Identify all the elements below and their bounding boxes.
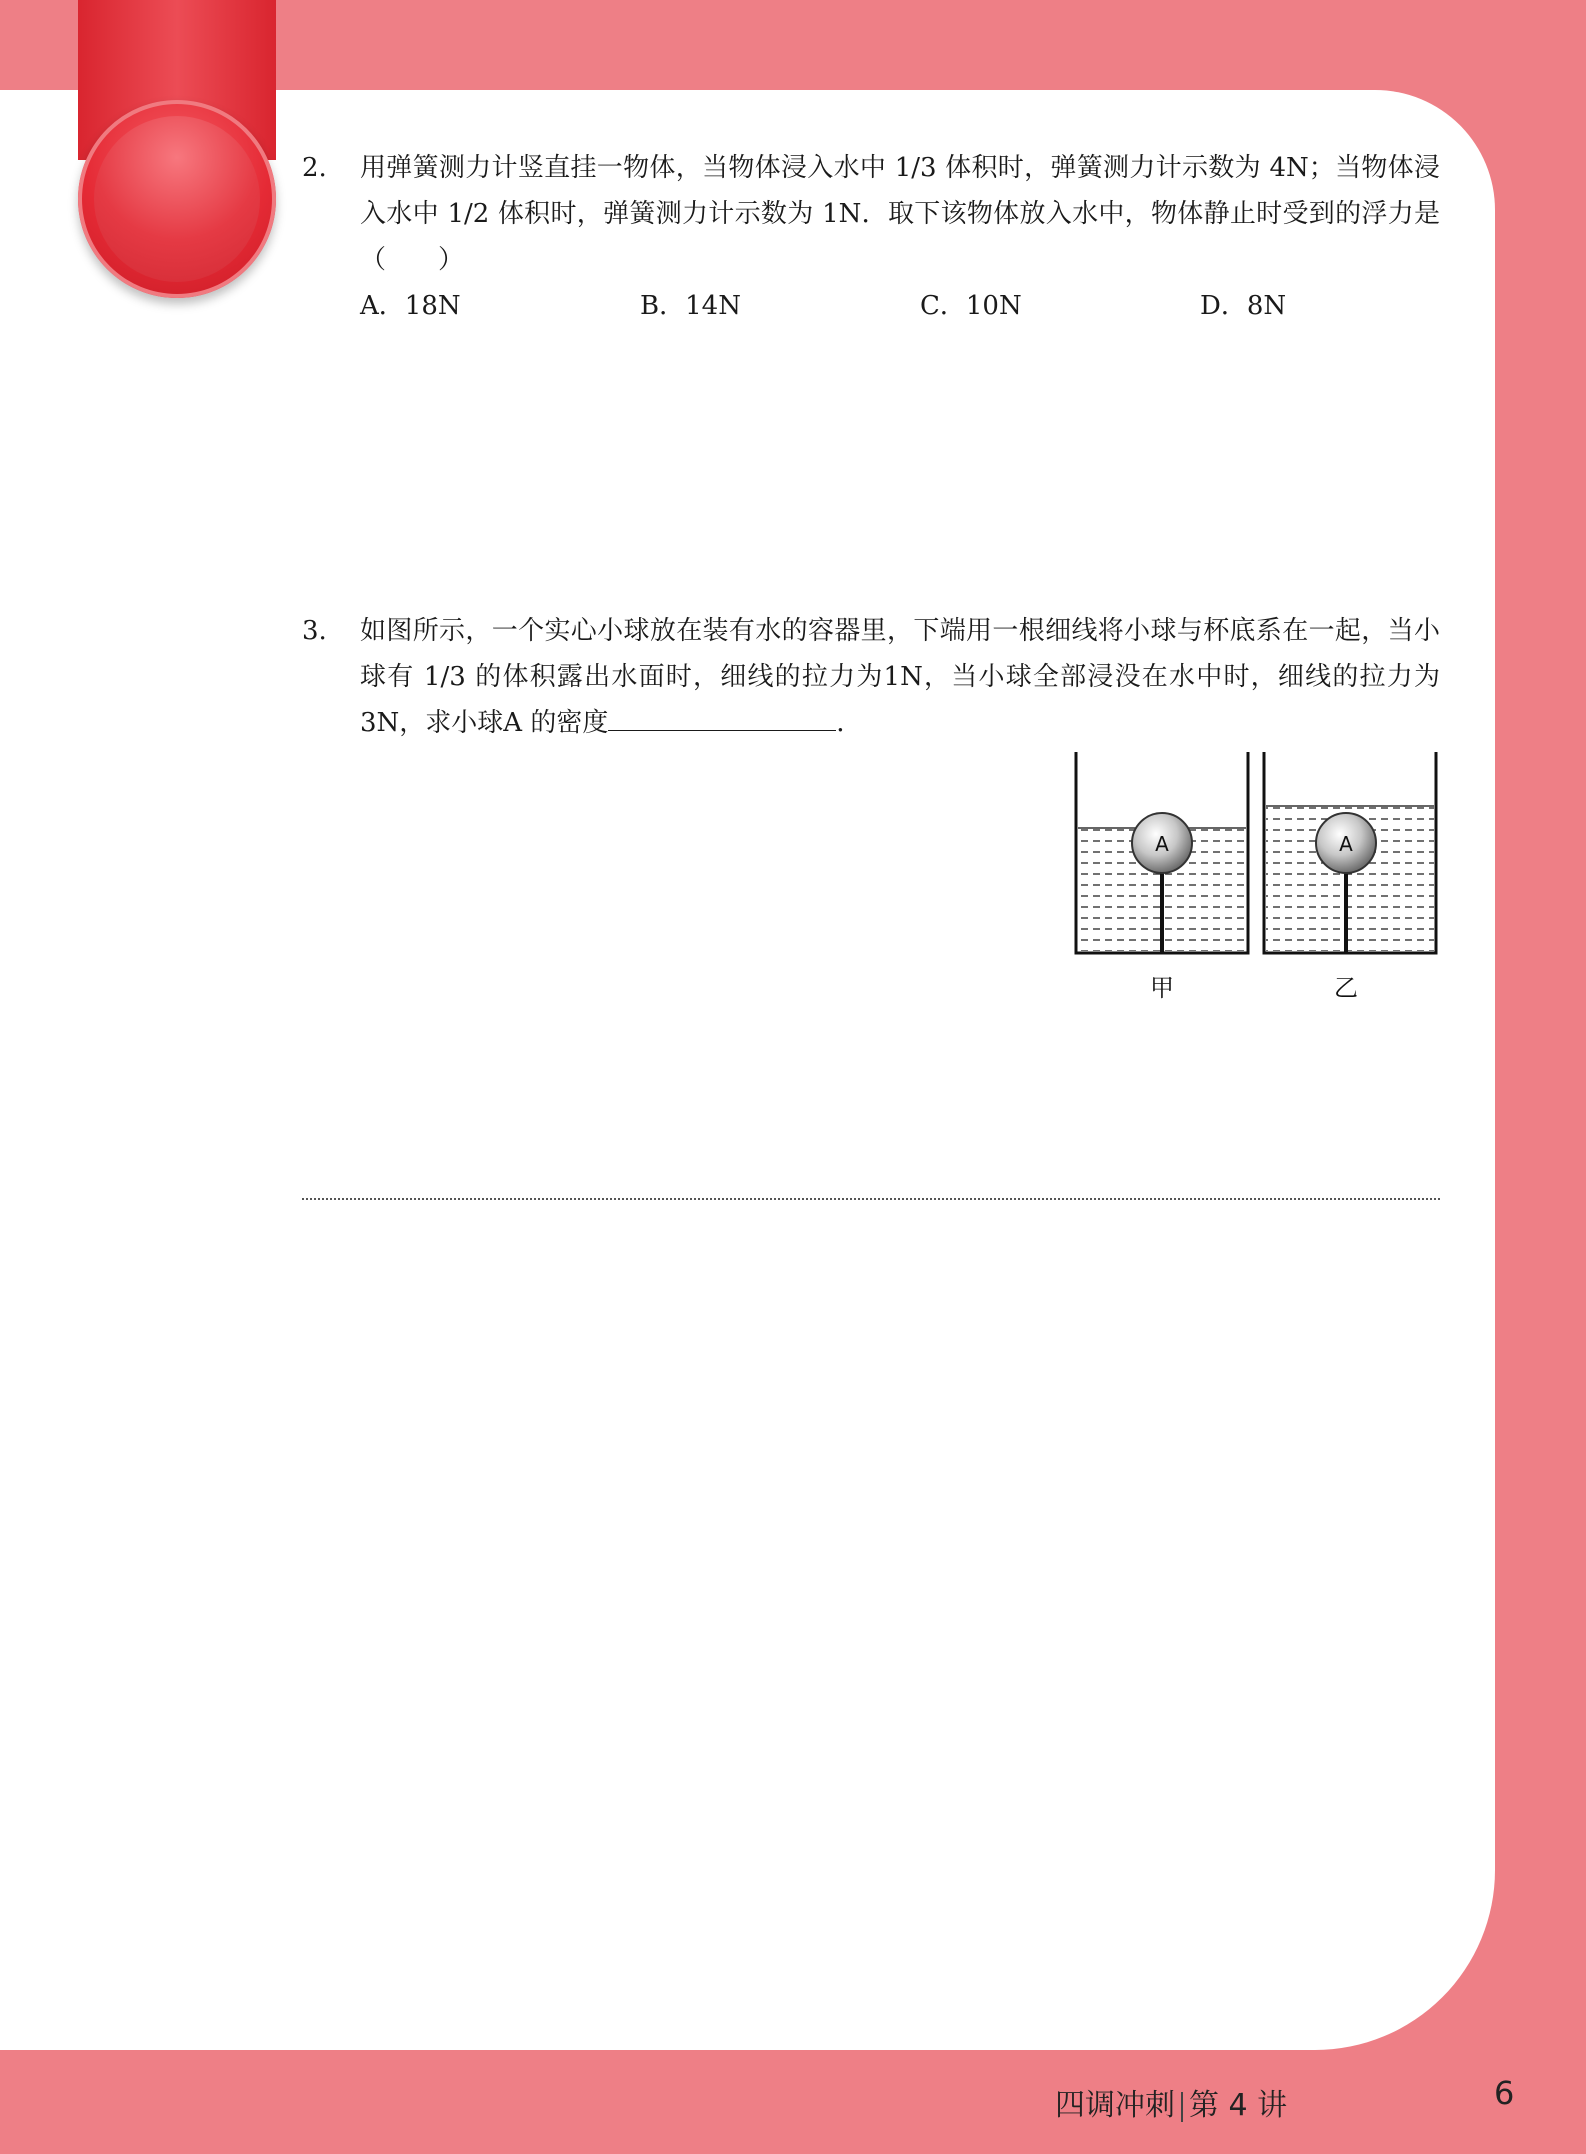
beaker-yi: [1264, 752, 1436, 1002]
ball-label-jia: A: [1155, 832, 1169, 856]
ribbon-badge: [78, 100, 276, 298]
footer-series: 四调冲刺: [1055, 2088, 1175, 2123]
question-text-end: ．: [836, 708, 863, 738]
question-text: 用弹簧测力计竖直挂一物体，当物体浸入水中 1/3 体积时，弹簧测力计示数为 4N；当物体浸入水中 1/2 体积时，弹簧测力计示数为 1N．取下该物体放入水中，物体静止时受到的浮力是（ ）: [360, 153, 1440, 275]
page-sheet: [0, 90, 1495, 2050]
answer-blank[interactable]: [608, 704, 836, 731]
beaker-jia: [1076, 752, 1248, 1002]
option-a: A．18N: [360, 291, 461, 321]
page-number: 6: [1494, 2074, 1515, 2112]
footer-title: [1055, 2080, 1287, 2124]
question-text: [360, 608, 1440, 746]
option-c: C．10N: [920, 291, 1022, 321]
option-d: D．8N: [1200, 291, 1287, 321]
ball-label-yi: A: [1339, 832, 1353, 856]
question-2: [302, 145, 1440, 329]
footer-lecture: 第 4 讲: [1189, 2088, 1288, 2123]
caption-yi: 乙: [1334, 974, 1358, 1002]
question-3: [302, 608, 1440, 746]
option-b: B．14N: [640, 291, 741, 321]
question-number: 2.: [302, 153, 327, 183]
ribbon-badge-inner: [94, 116, 260, 282]
beaker-figure: [1068, 748, 1448, 1008]
dotted-divider: [302, 1198, 1440, 1200]
question-number: 3.: [302, 616, 327, 646]
footer-separator: [1181, 2092, 1183, 2122]
caption-jia: 甲: [1150, 974, 1174, 1002]
question-text-body: 如图所示，一个实心小球放在装有水的容器里，下端用一根细线将小球与杯底系在一起，当小球有 1/3 的体积露出水面时，细线的拉力为1N，当小球全部浸没在水中时，细线的拉力为3N，求小球A 的密度: [360, 616, 1440, 738]
options-row: [360, 283, 1440, 329]
